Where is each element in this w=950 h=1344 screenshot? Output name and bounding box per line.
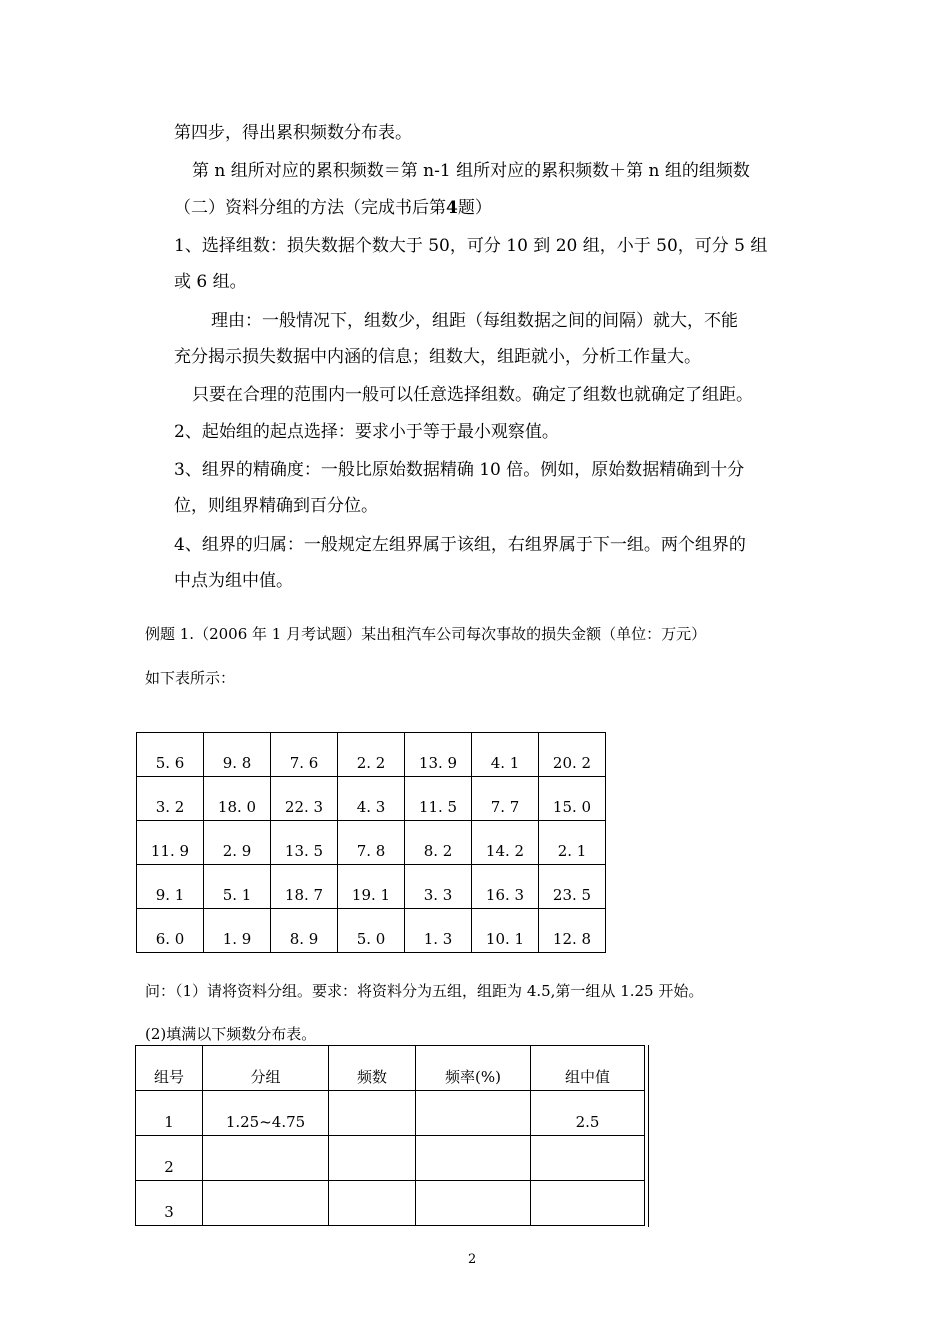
table-cell: 22. 3 [271,777,338,821]
table-double-border [648,1045,649,1227]
table-cell: 5. 1 [204,865,271,909]
table-cell: 19. 1 [338,865,405,909]
table-cell: 2.5 [531,1091,645,1136]
table-cell: 23. 5 [539,865,606,909]
section2-num: 4 [446,198,458,218]
table-cell: 7. 7 [472,777,539,821]
table-cell: 20. 2 [539,733,606,777]
table-cell: 1 [136,1091,203,1136]
item4-line1: 4、组界的归属：一般规定左组界属于该组，右组界属于下一组。两个组界的 [174,535,746,555]
reason-line2: 充分揭示损失数据中内涵的信息；组数大，组距就小，分析工作量大。 [174,347,701,367]
header-cell: 分组 [203,1046,329,1091]
table-row [136,1136,645,1181]
table-row [137,733,606,777]
table-cell: 13. 5 [271,821,338,865]
header-cell: 组号 [136,1046,203,1091]
item4-line2: 中点为组中值。 [174,571,293,591]
table-cell: 3 [136,1181,203,1226]
table-cell: 5. 6 [137,733,204,777]
table-cell: 3. 3 [405,865,472,909]
header-cell: 频率(%) [416,1046,531,1091]
item1-line2: 或 6 组。 [174,272,247,292]
item3-line1: 3、组界的精确度：一般比原始数据精确 10 倍。例如，原始数据精确到十分 [174,460,745,480]
table-cell: 5. 0 [338,909,405,953]
loss-data-table [136,732,606,953]
table-cell: 12. 8 [539,909,606,953]
table-row [137,821,606,865]
table-cell: 4. 1 [472,733,539,777]
table-cell: 15. 0 [539,777,606,821]
table-cell: 9. 8 [204,733,271,777]
table-cell: 7. 8 [338,821,405,865]
section2-heading [174,198,492,218]
item3-line2: 位，则组界精确到百分位。 [174,496,378,516]
example-subtitle: 如下表所示： [145,669,236,687]
table-cell [329,1136,416,1181]
note-text: 只要在合理的范围内一般可以任意选择组数。确定了组数也就确定了组距。 [192,385,753,405]
table-cell: 4. 3 [338,777,405,821]
header-cell: 频数 [329,1046,416,1091]
page-number: 2 [468,1252,477,1267]
step4-text: 第四步，得出累积频数分布表。 [174,123,412,143]
frequency-table [135,1045,645,1226]
table-cell: 2. 9 [204,821,271,865]
table-row [137,777,606,821]
table-row [136,1181,645,1226]
table-cell [203,1181,329,1226]
table-cell: 7. 6 [271,733,338,777]
table-cell: 2 [136,1136,203,1181]
table-cell: 3. 2 [137,777,204,821]
table-cell [203,1136,329,1181]
header-cell: 组中值 [531,1046,645,1091]
table-row [137,865,606,909]
question-2: (2)填满以下频数分布表。 [145,1025,317,1043]
table-cell [329,1181,416,1226]
table-cell: 2. 2 [338,733,405,777]
table-cell: 2. 1 [539,821,606,865]
table-row [136,1091,645,1136]
example-title: 例题 1.（2006 年 1 月考试题）某出租汽车公司每次事故的损失金额（单位：万元） [145,625,707,643]
table-cell: 1. 9 [204,909,271,953]
table-cell: 16. 3 [472,865,539,909]
section2-pre: （二）资料分组的方法（完成书后第 [174,198,446,218]
table-cell: 14. 2 [472,821,539,865]
table-cell: 8. 2 [405,821,472,865]
table-cell: 1.25~4.75 [203,1091,329,1136]
table-cell: 8. 9 [271,909,338,953]
question-1: 问：（1）请将资料分组。要求：将资料分为五组，组距为 4.5,第一组从 1.25 开始。 [145,982,704,1000]
table-cell [416,1136,531,1181]
table-cell: 18. 0 [204,777,271,821]
reason-line1: 理由：一般情况下，组数少，组距（每组数据之间的间隔）就大，不能 [211,311,738,331]
table-cell: 11. 5 [405,777,472,821]
table-cell: 11. 9 [137,821,204,865]
table-header-row [136,1046,645,1091]
item2-text: 2、起始组的起点选择：要求小于等于最小观察值。 [174,422,559,442]
table-cell: 13. 9 [405,733,472,777]
table-cell [531,1181,645,1226]
table-row [137,909,606,953]
table-cell [329,1091,416,1136]
table-cell [531,1136,645,1181]
table-cell [416,1091,531,1136]
table-cell: 18. 7 [271,865,338,909]
formula-text: 第 n 组所对应的累积频数＝第 n-1 组所对应的累积频数＋第 n 组的组频数 [192,161,750,181]
table-cell: 1. 3 [405,909,472,953]
table-cell [416,1181,531,1226]
table-cell: 9. 1 [137,865,204,909]
table-cell: 6. 0 [137,909,204,953]
section2-post: 题） [457,198,492,218]
item1-line1: 1、选择组数：损失数据个数大于 50，可分 10 到 20 组，小于 50，可分 5 组 [174,236,768,256]
table-cell: 10. 1 [472,909,539,953]
